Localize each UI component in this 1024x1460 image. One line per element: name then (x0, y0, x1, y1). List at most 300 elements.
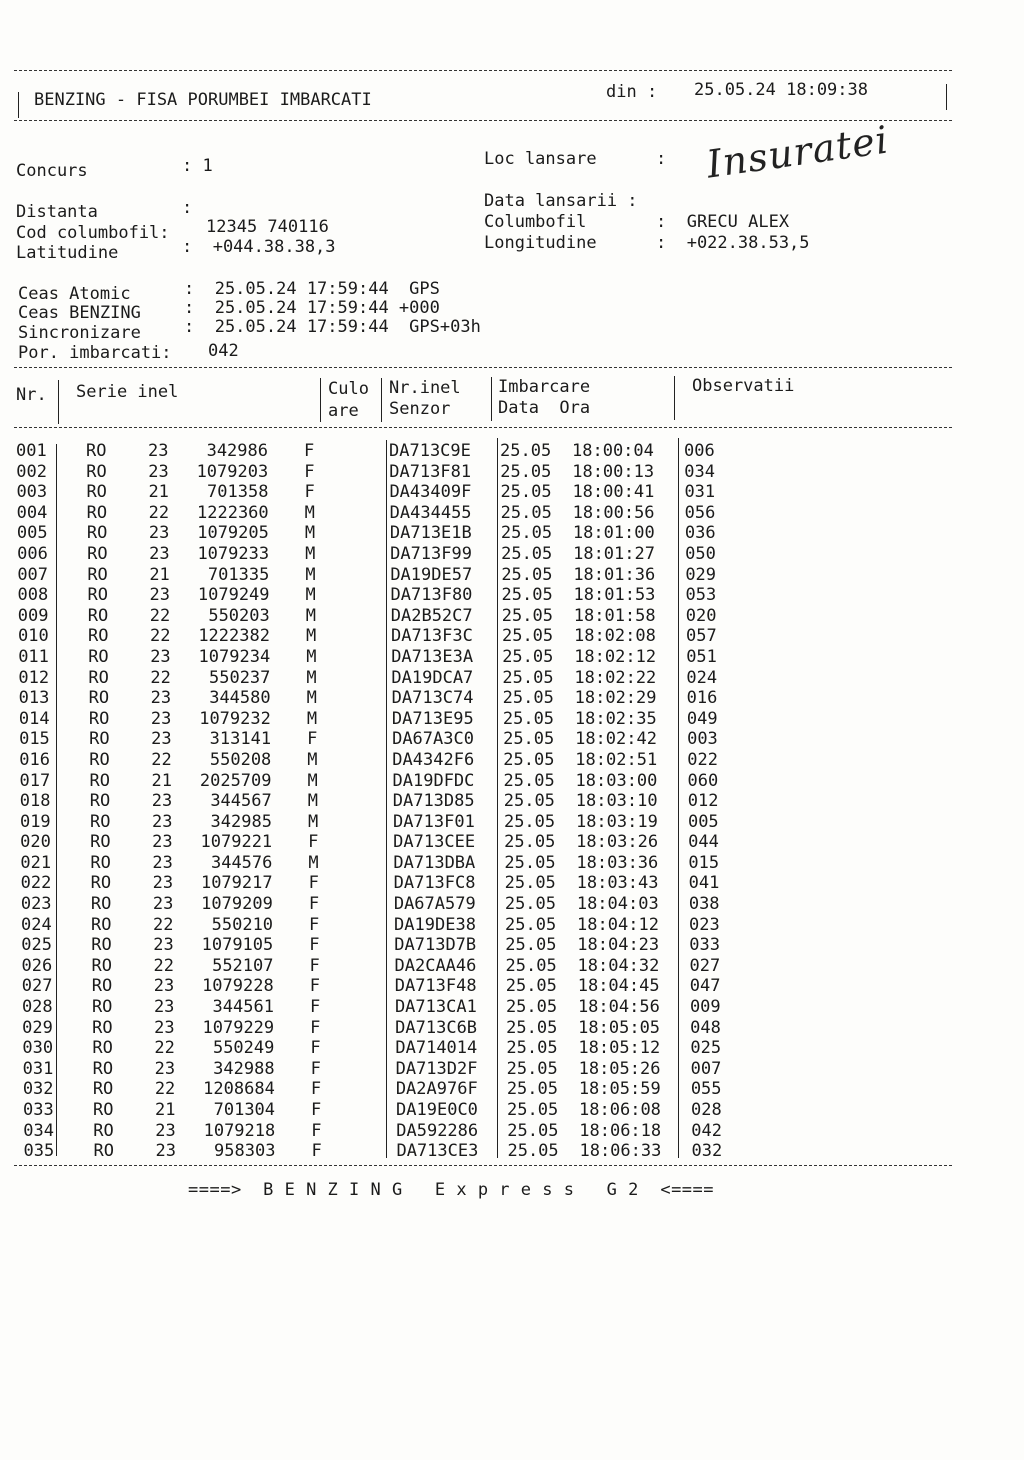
embark-date: 25.05 (501, 605, 553, 626)
observation: 028 (691, 1100, 722, 1120)
table-row (5, 894, 1024, 915)
row-number: 028 (21, 997, 53, 1018)
observation: 029 (685, 564, 717, 585)
table-row (7, 1121, 1024, 1142)
sex: F (309, 955, 320, 976)
distanta-label: Distanta (16, 202, 98, 222)
ring-year: 22 (149, 626, 171, 647)
table-row (7, 1059, 1024, 1080)
columbofil-label: Columbofil (484, 212, 587, 232)
sensor-chip: DA713DBA (393, 852, 476, 873)
table-row (6, 997, 1024, 1018)
ring-year: 21 (151, 770, 172, 791)
sex: M (305, 626, 317, 647)
concurs-value: : 1 (182, 156, 213, 176)
row-number: 009 (17, 605, 49, 626)
sex: M (307, 749, 318, 770)
embark-time: 18:04:32 (577, 955, 660, 976)
table-row (3, 709, 1024, 730)
col-header-inel-1: Nr.inel (389, 378, 461, 398)
header-left-bar (18, 92, 19, 118)
ring-year: 21 (148, 482, 169, 503)
country-code: RO (86, 482, 107, 503)
sensor-chip: DA713CEE (393, 832, 476, 853)
ring-year: 23 (152, 894, 174, 915)
observation: 003 (687, 729, 718, 750)
sensor-chip: DA2CAA46 (394, 955, 477, 976)
embark-date: 25.05 (500, 502, 552, 523)
ring-number: 313141 (209, 729, 272, 750)
embark-time: 18:01:58 (573, 605, 656, 626)
sex: F (310, 1079, 322, 1100)
table-row (3, 688, 1024, 709)
loc-lansare-label: Loc lansare (484, 149, 597, 169)
observation: 005 (687, 811, 719, 832)
sex: M (307, 791, 318, 812)
embark-date: 25.05 (505, 914, 557, 935)
table-row (0, 482, 1024, 503)
table-header-rule (14, 427, 952, 428)
ring-year: 23 (149, 543, 170, 564)
embark-time: 18:05:05 (578, 1017, 661, 1038)
ceas-benzing-value: : 25.05.24 17:59:44 +000 (184, 298, 440, 318)
sex: F (309, 976, 320, 997)
embark-date: 25.05 (500, 441, 552, 461)
country-code: RO (86, 502, 108, 523)
ring-year: 23 (155, 1120, 176, 1141)
col-header-imbarcare-2: Data Ora (498, 398, 591, 418)
country-code: RO (90, 852, 111, 873)
embark-date: 25.05 (507, 1100, 559, 1120)
sensor-chip: DA713D7B (394, 935, 477, 956)
footer-brand: ====> B E N Z I N G E x p r e s s G 2 <==== (188, 1180, 715, 1200)
col-sep-inel (491, 377, 492, 421)
row-number: 008 (17, 585, 49, 606)
row-number: 016 (19, 749, 51, 770)
observation: 023 (689, 914, 720, 935)
sensor-chip: DA713D2F (395, 1058, 478, 1079)
ring-year: 21 (149, 564, 170, 585)
observation: 006 (684, 441, 715, 461)
table-row (0, 462, 1024, 483)
top-dashed-rule (14, 70, 952, 71)
ring-year: 22 (151, 749, 172, 770)
table-row (2, 585, 1024, 606)
embark-date: 25.05 (503, 770, 555, 791)
country-code: RO (92, 1058, 114, 1079)
sensor-chip: DA713FC8 (393, 873, 476, 894)
embark-time: 18:06:08 (579, 1100, 661, 1120)
observation: 027 (689, 955, 721, 976)
latitudine-label: Latitudine (16, 243, 119, 263)
ring-number: 344561 (212, 997, 274, 1018)
country-code: RO (87, 564, 108, 585)
ring-year: 22 (153, 955, 174, 976)
embark-time: 18:00:41 (572, 482, 655, 503)
row-number: 013 (18, 688, 50, 709)
col-header-culoare-1: Culo (328, 379, 369, 399)
embark-time: 18:00:13 (572, 461, 655, 482)
embark-time: 18:06:18 (579, 1120, 662, 1141)
ring-number: 1079105 (201, 935, 274, 956)
country-code: RO (87, 605, 109, 626)
embark-time: 18:00:56 (572, 502, 655, 523)
ceas-atomic-value: : 25.05.24 17:59:44 GPS (184, 279, 440, 299)
ring-number: 1079228 (202, 976, 274, 997)
embark-date: 25.05 (503, 729, 555, 750)
country-code: RO (89, 729, 110, 750)
embark-time: 18:04:12 (577, 914, 659, 935)
document-title: BENZING - FISA PORUMBEI IMBARCATI (34, 90, 372, 110)
sex: F (310, 1038, 321, 1059)
ring-number: 550203 (208, 605, 270, 626)
ring-year: 23 (154, 1017, 175, 1038)
sensor-chip: DA713F80 (390, 585, 473, 606)
observation: 055 (690, 1079, 722, 1100)
col-sep-imbarcare (674, 376, 675, 420)
country-code: RO (87, 626, 109, 647)
ring-year: 23 (150, 688, 172, 709)
embark-time: 18:03:19 (575, 811, 658, 832)
sensor-chip: DA43409F (389, 482, 472, 503)
ring-number: 1222360 (197, 502, 269, 523)
col-header-imbarcare-1: Imbarcare (498, 377, 591, 397)
row-number: 014 (18, 708, 50, 729)
country-code: RO (87, 543, 108, 564)
ring-year: 23 (153, 935, 174, 956)
ring-number: 550208 (209, 749, 272, 770)
concurs-label: Concurs (16, 161, 88, 181)
embark-date: 25.05 (504, 852, 556, 873)
embark-date: 25.05 (502, 667, 554, 688)
sex: M (308, 852, 319, 873)
embark-time: 18:05:59 (578, 1079, 661, 1100)
table-row (4, 791, 1024, 812)
pigeon-table-body (0, 441, 1024, 1162)
table-row (6, 1038, 1024, 1059)
observation: 022 (687, 749, 719, 770)
ring-year: 23 (148, 441, 169, 461)
ring-number: 701335 (207, 564, 270, 585)
table-row (4, 812, 1024, 833)
sensor-chip: DA67A579 (393, 894, 476, 915)
sensor-chip: DA19DCA7 (391, 667, 474, 688)
table-row (7, 1100, 1024, 1121)
row-number: 022 (20, 873, 52, 894)
embark-date: 25.05 (505, 976, 557, 997)
observation: 049 (686, 708, 718, 729)
embark-time: 18:03:43 (576, 873, 659, 894)
sex: M (307, 811, 319, 832)
ring-number: 550249 (212, 1038, 275, 1059)
print-datetime: 25.05.24 18:09:38 (694, 80, 868, 100)
ring-year: 23 (154, 1058, 176, 1079)
ring-year: 23 (150, 646, 171, 667)
sensor-chip: DA434455 (389, 502, 472, 523)
sensor-chip: DA713F01 (392, 811, 475, 832)
sensor-chip: DA2B52C7 (390, 605, 473, 626)
row-number: 011 (18, 646, 49, 667)
ring-number: 701358 (207, 482, 269, 503)
sensor-chip: DA713F48 (394, 976, 477, 997)
row-number: 020 (20, 832, 51, 853)
sex: F (304, 482, 315, 503)
latitudine-value: : +044.38.38,3 (182, 237, 336, 257)
table-row (5, 873, 1024, 894)
table-row (2, 626, 1024, 647)
observation: 033 (689, 935, 720, 956)
observation: 031 (684, 482, 716, 503)
observation: 051 (686, 646, 717, 667)
row-number: 029 (22, 1017, 53, 1038)
country-code: RO (90, 894, 112, 915)
embark-date: 25.05 (507, 1141, 559, 1162)
ring-number: 344567 (210, 791, 272, 812)
ring-number: 1079218 (203, 1120, 276, 1141)
embark-date: 25.05 (507, 1120, 559, 1141)
col-header-observatii: Observatii (692, 376, 795, 396)
ring-year: 23 (151, 729, 172, 750)
observation: 012 (687, 791, 719, 812)
observation: 044 (688, 832, 719, 853)
ring-year: 23 (153, 997, 175, 1018)
sex: M (304, 502, 315, 523)
row-number: 023 (20, 894, 52, 915)
sensor-chip: DA19DE57 (390, 564, 473, 585)
country-code: RO (89, 811, 111, 832)
sensor-chip: DA592286 (396, 1120, 479, 1141)
col-header-nr: Nr. (16, 385, 47, 405)
ring-year: 23 (151, 811, 173, 832)
sex: F (310, 1058, 321, 1079)
embark-time: 18:04:56 (577, 997, 660, 1018)
embark-time: 18:02:42 (575, 729, 657, 750)
ring-year: 22 (154, 1038, 175, 1059)
observation: 016 (686, 688, 718, 709)
country-code: RO (87, 585, 109, 606)
ring-number: 1079249 (197, 585, 270, 606)
country-code: RO (91, 914, 112, 935)
sensor-chip: DA713C74 (391, 688, 474, 709)
country-code: RO (91, 976, 113, 997)
country-code: RO (93, 1120, 114, 1141)
ring-number: 2025709 (199, 770, 272, 791)
country-code: RO (92, 1017, 113, 1038)
row-number: 018 (19, 791, 51, 812)
ceas-atomic-label: Ceas Atomic (18, 284, 131, 304)
sensor-chip: DA713C6B (395, 1017, 478, 1038)
sex: M (304, 523, 316, 544)
ring-number: 958303 (214, 1141, 276, 1162)
row-number: 007 (17, 564, 49, 585)
embark-date: 25.05 (503, 811, 556, 832)
row-number: 021 (20, 852, 52, 873)
data-lansarii-label: Data lansarii : (484, 191, 638, 211)
sensor-chip: DA713E3A (391, 646, 474, 667)
ring-number: 550210 (211, 914, 274, 935)
ring-number: 1079203 (196, 461, 269, 482)
row-number: 004 (16, 502, 48, 523)
row-number: 027 (21, 976, 53, 997)
country-code: RO (91, 997, 113, 1018)
col-sep-serie (320, 378, 321, 422)
country-code: RO (89, 791, 111, 812)
sex: F (308, 832, 319, 853)
observation: 057 (685, 626, 717, 647)
observation: 025 (690, 1038, 722, 1059)
embark-date: 25.05 (506, 1038, 558, 1059)
observation: 009 (689, 997, 721, 1018)
table-row (1, 503, 1024, 524)
ring-number: 1079217 (200, 873, 273, 894)
embark-time: 18:01:27 (573, 543, 655, 564)
country-code: RO (88, 667, 109, 688)
ring-number: 1079221 (200, 832, 273, 853)
ring-number: 1079229 (202, 1017, 275, 1038)
distanta-value: : (182, 198, 193, 218)
embark-date: 25.05 (502, 688, 554, 709)
sex: F (309, 997, 321, 1018)
row-number: 031 (22, 1058, 54, 1079)
row-number: 025 (21, 935, 52, 956)
embark-time: 18:02:35 (574, 708, 657, 729)
embark-date: 25.05 (504, 894, 557, 915)
sex: F (309, 914, 320, 935)
sensor-chip: DA4342F6 (392, 749, 475, 770)
observation: 050 (685, 543, 716, 564)
longitudine-label: Longitudine (484, 233, 597, 253)
table-row (6, 1018, 1024, 1039)
col-sep-culoare (381, 378, 382, 422)
embark-time: 18:04:03 (576, 894, 659, 915)
embark-date: 25.05 (505, 955, 557, 976)
embark-date: 25.05 (506, 1079, 558, 1100)
sensor-chip: DA713F81 (389, 461, 472, 482)
observation: 042 (691, 1120, 722, 1141)
sex: M (305, 543, 316, 564)
country-code: RO (91, 935, 112, 956)
sensor-chip: DA19DE38 (394, 914, 476, 935)
sex: F (304, 441, 315, 461)
ring-year: 22 (148, 502, 170, 523)
row-number: 019 (19, 811, 51, 832)
table-row (6, 976, 1024, 997)
sensor-chip: DA19DFDC (392, 770, 475, 791)
ring-number: 342985 (210, 811, 272, 832)
sex: M (305, 585, 316, 606)
row-number: 033 (23, 1100, 54, 1120)
ring-year: 23 (155, 1141, 176, 1162)
row-number: 012 (18, 667, 50, 688)
embark-time: 18:02:12 (574, 646, 657, 667)
din-label: din : (606, 82, 658, 102)
ring-number: 1208684 (203, 1079, 275, 1100)
table-row (4, 853, 1024, 874)
observation: 015 (688, 852, 720, 873)
ring-year: 23 (153, 976, 175, 997)
observation: 038 (688, 894, 720, 915)
observation: 060 (687, 770, 719, 791)
embark-date: 25.05 (503, 791, 555, 812)
row-number: 002 (16, 461, 47, 482)
ring-number: 1079234 (198, 646, 271, 667)
cod-columbofil-value: 12345 740116 (206, 217, 329, 237)
ring-year: 23 (151, 791, 173, 812)
embark-date: 25.05 (501, 543, 553, 564)
observation: 053 (685, 585, 717, 606)
ring-number: 342986 (206, 441, 268, 461)
embark-date: 25.05 (501, 564, 553, 585)
ring-number: 1079209 (201, 894, 273, 915)
ring-year: 23 (148, 461, 169, 482)
table-row (1, 544, 1024, 565)
row-number: 024 (21, 914, 52, 935)
embark-time: 18:03:36 (576, 852, 659, 873)
observation: 047 (689, 976, 721, 997)
ring-year: 23 (150, 708, 172, 729)
embark-date: 25.05 (506, 1058, 558, 1079)
observation: 056 (684, 502, 716, 523)
table-row (2, 647, 1024, 668)
sex: F (311, 1141, 322, 1162)
table-row (2, 606, 1024, 627)
handwritten-release-location: Insuratei (703, 117, 892, 187)
sex: M (306, 708, 318, 729)
sensor-chip: DA19E0C0 (396, 1100, 478, 1120)
sensor-chip: DA713E95 (391, 708, 474, 729)
columbofil-value: : GRECU ALEX (656, 212, 790, 232)
ring-number: 552107 (212, 955, 274, 976)
sensor-chip: DA67A3C0 (392, 729, 474, 750)
sensor-chip: DA713C9E (389, 441, 471, 461)
country-code: RO (89, 749, 110, 770)
observation: 024 (686, 667, 718, 688)
embark-date: 25.05 (501, 626, 554, 647)
observation: 034 (684, 461, 715, 482)
cod-columbofil-label: Cod columbofil: (16, 223, 170, 243)
country-code: RO (90, 873, 112, 894)
embark-time: 18:01:53 (573, 585, 656, 606)
country-code: RO (88, 646, 109, 667)
embark-date: 25.05 (500, 523, 553, 544)
observation: 036 (684, 523, 716, 544)
sex: F (308, 873, 319, 894)
sensor-chip: DA713CA1 (394, 997, 477, 1018)
observation: 007 (690, 1058, 722, 1079)
ring-number: 1079205 (197, 523, 269, 544)
loc-lansare-colon: : (656, 149, 667, 169)
row-number: 026 (21, 955, 53, 976)
sex: M (305, 605, 316, 626)
embark-date: 25.05 (502, 646, 554, 667)
country-code: RO (92, 1079, 114, 1100)
ring-number: 344576 (210, 852, 273, 873)
sex: F (304, 461, 315, 482)
observation: 048 (690, 1017, 721, 1038)
country-code: RO (86, 523, 108, 544)
table-row (3, 750, 1024, 771)
sensor-chip: DA713D85 (392, 791, 475, 812)
sex: F (311, 1120, 322, 1141)
sincronizare-value: : 25.05.24 17:59:44 GPS+03h (184, 317, 481, 337)
ring-number: 1079232 (199, 708, 271, 729)
table-bottom-rule (14, 1165, 952, 1166)
embark-date: 25.05 (503, 749, 555, 770)
embark-time: 18:02:29 (574, 688, 657, 709)
sex: M (306, 667, 317, 688)
row-number: 006 (17, 543, 48, 564)
embark-date: 25.05 (500, 461, 552, 482)
